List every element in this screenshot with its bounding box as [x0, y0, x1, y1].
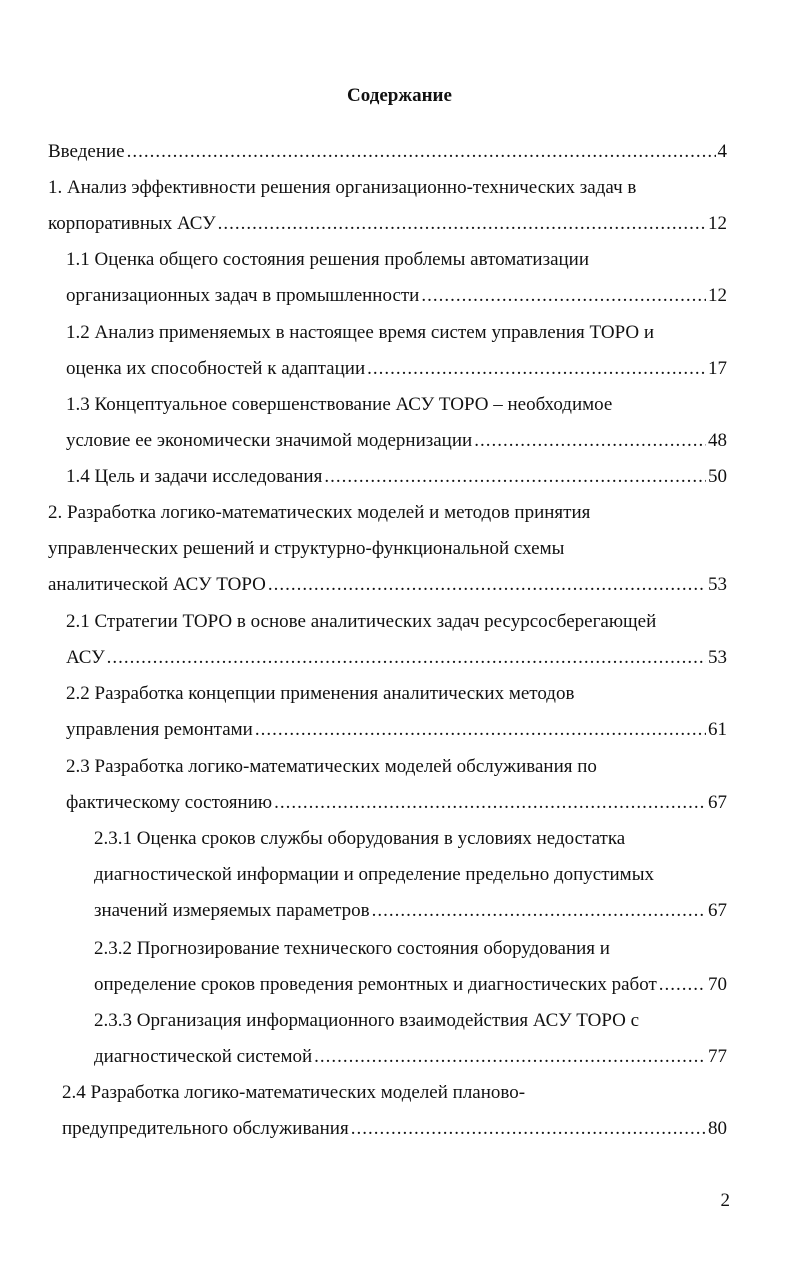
toc-entry-title: определение сроков проведения ремонтных и диагностических работ — [94, 974, 657, 995]
toc-page-number: 12 — [708, 285, 727, 306]
toc-entry-last-line — [94, 898, 727, 924]
toc-entry-title: управления ремонтами — [66, 719, 253, 740]
toc-page-number: 61 — [708, 719, 727, 740]
toc-dot-leader — [367, 356, 706, 382]
toc-entry-last-line — [94, 1044, 727, 1070]
toc-entry-title: фактическому состоянию — [66, 792, 273, 813]
toc-dot-leader — [324, 464, 706, 490]
toc-dot-leader — [314, 1044, 706, 1070]
toc-page-number: 53 — [708, 574, 727, 595]
toc-entry-last-line — [48, 139, 727, 165]
toc-entry-title: организационных задач в промышленности — [66, 285, 420, 306]
toc-entry-title: диагностической информации и определение предельно допустимых — [94, 864, 654, 885]
toc-entry-title: 1.1 Оценка общего состояния решения проблемы автоматизации — [66, 249, 590, 270]
toc-page-number: 80 — [708, 1118, 727, 1139]
toc-entry-title: 2. Разработка логико-математических моделей и методов принятия — [48, 502, 591, 523]
toc-entry-last-line — [66, 464, 727, 490]
toc-entry-last-line — [48, 211, 727, 237]
toc-dot-leader — [127, 139, 716, 165]
toc-entry-title: 2.3.2 Прогнозирование технического состояния оборудования и — [94, 938, 610, 959]
toc-entry-title: оценка их способностей к адаптации — [66, 358, 366, 379]
toc-entry-last-line — [66, 283, 727, 309]
toc-entry-title: корпоративных АСУ — [48, 213, 216, 234]
toc-entry-title: 2.3 Разработка логико-математических моделей обслуживания по — [66, 756, 597, 777]
toc-dot-leader — [268, 572, 706, 598]
toc-page-number: 67 — [708, 900, 727, 921]
toc-page-number: 77 — [708, 1046, 727, 1067]
page-number: 2 — [720, 1190, 730, 1211]
toc-page-number: 48 — [708, 430, 727, 451]
toc-entry-last-line — [48, 572, 727, 598]
toc-entry-last-line — [66, 428, 727, 454]
toc-entry-title: Введение — [48, 141, 125, 162]
toc-page-number: 4 — [717, 141, 727, 162]
toc-entry-title: значений измеряемых параметров — [94, 900, 370, 921]
toc-page-number: 70 — [708, 974, 727, 995]
toc-dot-leader — [372, 898, 706, 924]
toc-entry-title: 1.3 Концептуальное совершенствование АСУ ТОРО – необходимое — [66, 394, 613, 415]
toc-page-number: 67 — [708, 792, 727, 813]
toc-entry-title: 1. Анализ эффективности решения организационно-технических задач в — [48, 177, 637, 198]
toc-page-number: 50 — [708, 466, 727, 487]
toc-dot-leader — [255, 717, 706, 743]
toc-entry-title: 2.3.1 Оценка сроков службы оборудования в условиях недостатка — [94, 828, 626, 849]
page-title: Содержание — [347, 85, 452, 106]
toc-entry-title: 2.2 Разработка концепции применения аналитических методов — [66, 683, 575, 704]
toc-page-number: 17 — [708, 358, 727, 379]
toc-entry-last-line — [66, 356, 727, 382]
toc-entry-title: диагностической системой — [94, 1046, 313, 1067]
toc-entry-title: 1.2 Анализ применяемых в настоящее время систем управления ТОРО и — [66, 322, 655, 343]
toc-dot-leader — [474, 428, 706, 454]
toc-entry-title: управленческих решений и структурно-функциональной схемы — [48, 538, 565, 559]
toc-entry-title: условие ее экономически значимой модернизации — [66, 430, 473, 451]
toc-entry-title: 2.3.3 Организация информационного взаимодействия АСУ ТОРО с — [94, 1010, 640, 1031]
toc-entry-title: 2.4 Разработка логико-математических моделей планово- — [62, 1082, 526, 1103]
toc-dot-leader — [107, 645, 706, 671]
toc-dot-leader — [421, 283, 706, 309]
toc-page-number: 12 — [708, 213, 727, 234]
toc-entry-title: аналитической АСУ ТОРО — [48, 574, 266, 595]
toc-entry-last-line — [66, 790, 727, 816]
toc-entry-title: 2.1 Стратегии ТОРО в основе аналитических задач ресурсосберегающей — [66, 611, 657, 632]
toc-entry-last-line — [94, 972, 727, 998]
toc-dot-leader — [659, 972, 706, 998]
toc-entry-title: предупредительного обслуживания — [62, 1118, 349, 1139]
toc-entry-last-line — [66, 645, 727, 671]
toc-dot-leader — [351, 1116, 706, 1142]
toc-entry-title: АСУ — [66, 647, 105, 668]
toc-entry-last-line — [66, 717, 727, 743]
toc-dot-leader — [218, 211, 706, 237]
toc-entry-title: 1.4 Цель и задачи исследования — [66, 466, 323, 487]
toc-entry-last-line — [62, 1116, 727, 1142]
toc-dot-leader — [274, 790, 706, 816]
toc-page-number: 53 — [708, 647, 727, 668]
